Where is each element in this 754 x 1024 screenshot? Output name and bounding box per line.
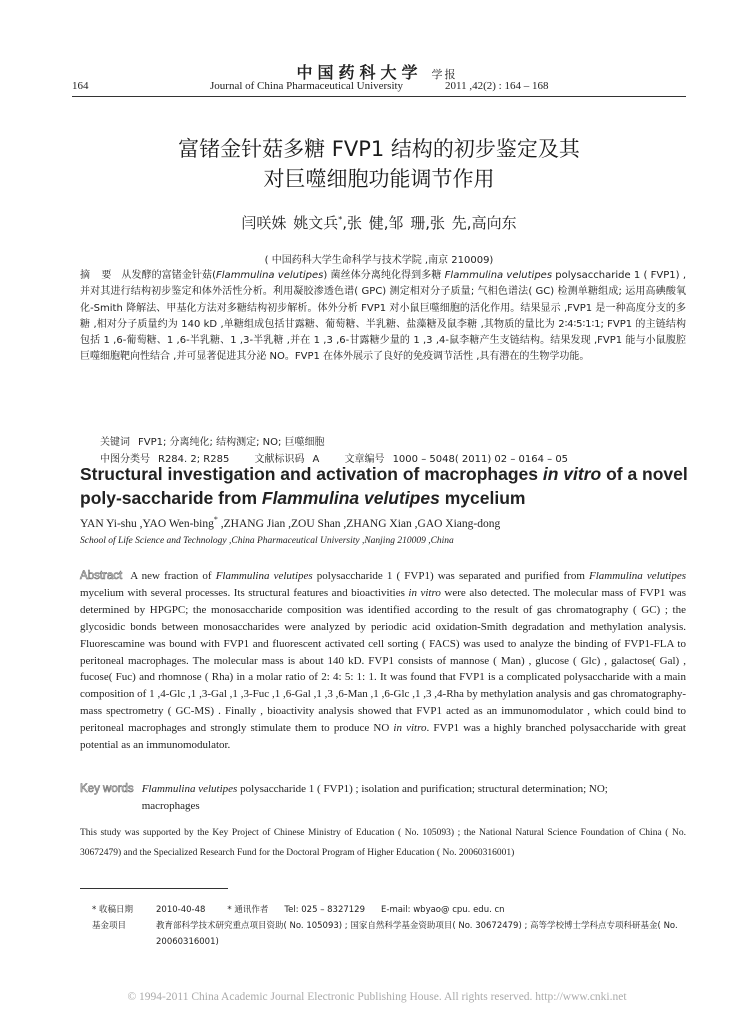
keywords-en-label: Key words: [80, 783, 134, 795]
abstract-en: Abstract A new fraction of Flammulina velutipes polysaccharide 1 ( FVP1) was separated and purified from Flammulina velutipes mycelium with several processes. Its structural features and bioactivities in vitro were also detected. The molecular mass of FVP1 was determined by HPGPC; the monosaccharide composition was identified according to the result of gas chromatography ( GC) ; the glycosidic bonds between monosaccharides were analyzed by periodic acid oxidation-Smith degradation and methylation analysis. Fluorescamine was bound with FVP1 and fluorescent activated cell sorting ( FACS) was used to analyze the binding of FVP1-FLA to peritoneal macrophages. The molecular mass is about 140 kD. FVP1 consists of mannose ( Man) , glucose ( Glc) , galactose( Gal) , fucose( Fuc) and rhomnose ( Rha) in a molar ratio of 2: 4: 5: 1: 1. It was found that FVP1 is a complicated polysaccharide with a main composition of 1 ,4-Glc ,1 ,3-Gal ,1 ,3-Fuc ,1 ,6-Gal ,1 ,3 ,6-Man ,1 ,6-Glc ,1 ,3 ,4-Rha by methylation analysis and gas chromatography-mass spectrometry ( GC-MS) . Finally , bioactivity analysis showed that FVP1 acted as an immunomodulator , which could bind to peritoneal macrophages and strongly stimulate them to produce NO in vitro. FVP1 was a highly branched polysaccharide with great potential as an immunomodulator.: [80, 570, 687, 752]
journal-name-en: Journal of China Pharmaceutical University: [210, 80, 404, 92]
copyright-footer: © 1994-2011 China Academic Journal Electronic Publishing House. All rights reserved. http://www.cnki.net: [127, 991, 627, 1003]
volume-issue: 2011 ,42(2) : 164 – 168: [445, 80, 549, 92]
paper-title-cn: 富锗金针菇多糖 FVP1 结构的初步鉴定及其 对巨噬细胞功能调节作用: [178, 137, 580, 191]
header-rule: [72, 96, 686, 97]
abstract-cn-label: 摘 要: [80, 270, 116, 281]
page-number: 164: [72, 80, 89, 92]
affiliation-en: School of Life Science and Technology ,China Pharmaceutical University ,Nanjing 210009 ,China: [80, 536, 454, 546]
affiliation-cn: ( 中国药科大学生命科学与技术学院 ,南京 210009): [264, 255, 494, 266]
keywords-en: Key words Flammulina velutipes polysaccharide 1 ( FVP1) ; isolation and purification; structural determination; NO; macrophages: [80, 783, 608, 812]
paper-title-en: Structural investigation and activation of macrophages in vitro of a novel poly-saccharide from Flammulina velutipes mycelium: [80, 464, 688, 508]
journal-name-cn: 中国药科大学 学报: [296, 65, 458, 82]
funding-statement: This study was supported by the Key Project of Chinese Ministry of Education ( No. 105093) ; the National Natural Science Foundation of China ( No. 30672479) and the Specialized Research Fund for the Doctoral Program of Higher Education ( No. 20060316001): [80, 828, 686, 858]
authors-en: YAN Yi-shu ,YAO Wen-bing* ,ZHANG Jian ,ZOU Shan ,ZHANG Xian ,GAO Xiang-dong: [80, 515, 501, 530]
authors-cn: 闫咲姝 姚文兵*,张 健,邹 珊,张 先,高向东: [241, 214, 517, 232]
abstract-en-label: Abstract: [80, 570, 123, 582]
classification-cn: 中图分类号 R284. 2; R285 文献标识码 A 文章编号 1000 – 5048( 2011) 02 – 0164 – 05: [100, 454, 569, 465]
footnote-rule: [80, 888, 228, 889]
keywords-cn: 关键词 FVP1; 分离纯化; 结构测定; NO; 巨噬细胞: [100, 437, 325, 448]
footnote: * 收稿日期 2010-40-48 * 通讯作者 Tel: 025 – 8327129 E-mail: wbyao@ cpu. edu. cn 基金项目 教育部科学技术研究重点项目资助( No. 105093) ; 国家自然科学基金资助项目( No. 30672479) ; 高等学校博士学科点专项科研基金( No. 20060316001): [92, 905, 678, 947]
abstract-cn: 摘 要 从发酵的富锗金针菇(Flammulina velutipes) 菌丝体分离纯化得到多糖 Flammulina velutipes polysaccharide 1 ( FVP1) ,并对其进行结构初步鉴定和体外活性分析。利用凝胶渗透色谱( GPC) 测定相对分子质量; 气相色谱法( GC) 检测单糖组成; 运用高碘酸氧化-Smith 降解法、甲基化方法对多糖结构初步解析。体外分析 FVP1 对小鼠巨噬细胞的活化作用。结果显示 ,FVP1 是一种高度分支的多糖 ,相对分子质量约为 140 kD ,单糖组成包括甘露糖、葡萄糖、半乳糖、盐藻糖及鼠李糖 ,其物质的量比为 2∶4∶5∶1∶1; FVP1 的主链结构包括 1 ,6-葡萄糖、1 ,6-半乳糖、1 ,3-半乳糖 ,并在 1 ,3 ,6-甘露糖少量的 1 ,3 ,4-鼠李糖产生支链结构。结果发现 ,FVP1 能与小鼠腹腔巨噬细胞靶向性结合 ,并可显著促进其分泌 NO。FVP1 在体外展示了良好的免疫调节活性 ,具有潜在的生物学功能。: [80, 270, 686, 363]
